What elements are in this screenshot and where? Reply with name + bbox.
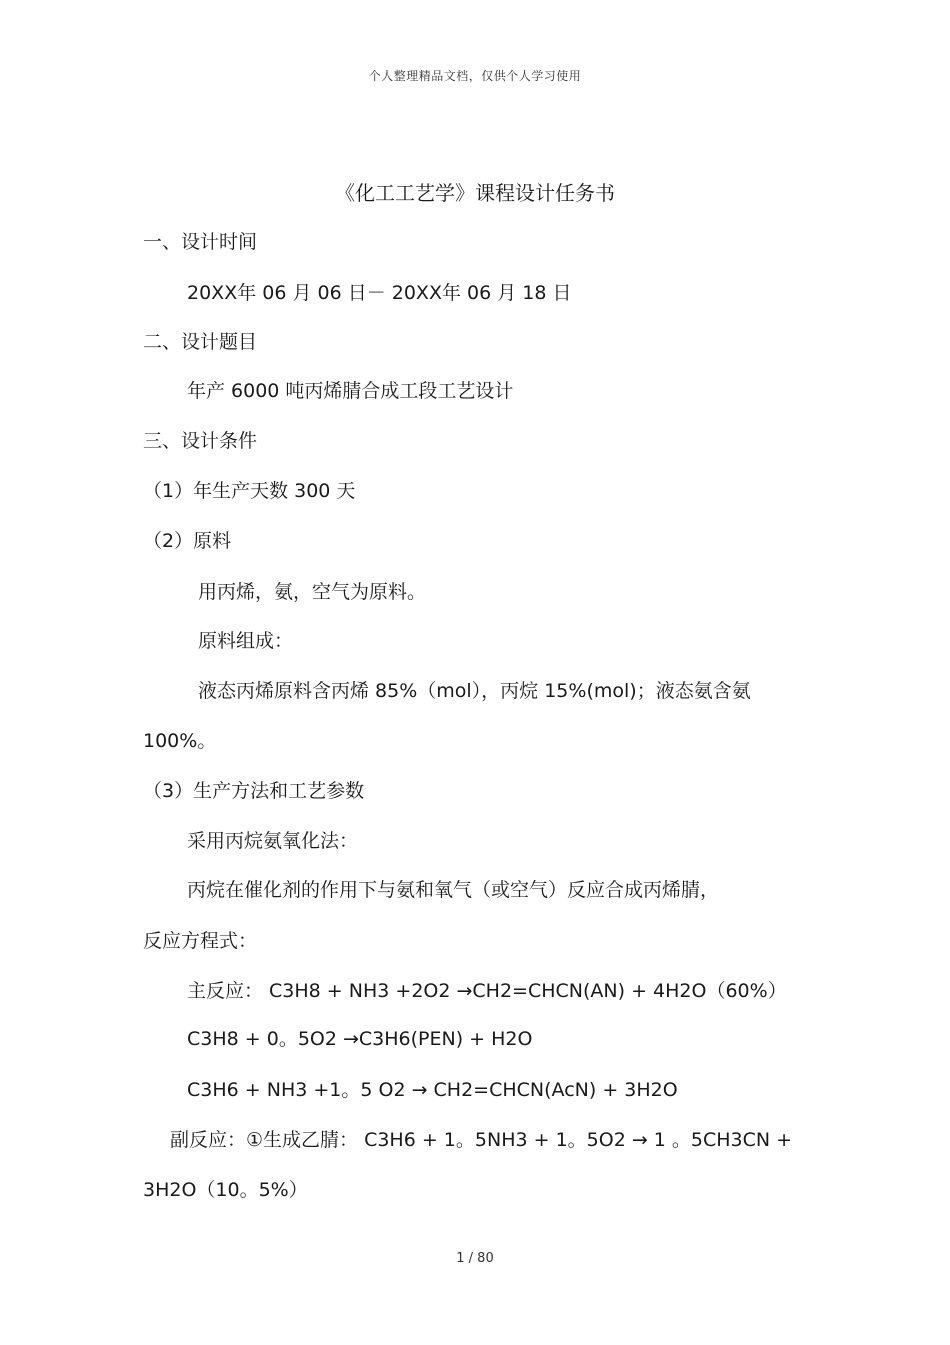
document-title: 《化工工艺学》课程设计任务书: [335, 181, 615, 205]
page-number: 1 / 80: [456, 1251, 494, 1266]
method-description: 丙烷在催化剂的作用下与氨和氧气（或空气）反应合成丙烯腈，: [187, 879, 720, 901]
side-reaction-equation: 副反应：①生成乙腈： C3H6 + 1。5NH3 + 1。5O2 → 1 。5CH3CN +: [170, 1129, 793, 1151]
page-header: 个人整理精品文档，仅供个人学习使用: [368, 69, 582, 83]
reaction-equation-2: C3H8 + 0。5O2 →C3H6(PEN) + H2O: [187, 1028, 533, 1050]
raw-composition-label: 原料组成：: [198, 630, 294, 652]
raw-composition-detail-cont: 100%。: [143, 730, 217, 752]
section-heading-topic: 二、设计题目: [143, 331, 258, 353]
main-reaction-equation: 主反应： C3H8 + NH3 +2O2 →CH2=CHCN(AN) + 4H2O（60%）: [187, 980, 787, 1002]
raw-composition-detail: 液态丙烯原料含丙烯 85%（mol），丙烷 15%(mol)；液态氨含氨: [198, 680, 751, 702]
reaction-equation-3: C3H6 + NH3 +1。5 O2 → CH2=CHCN(AcN) + 3H2O: [187, 1079, 678, 1101]
method-label: 采用丙烷氨氧化法：: [187, 830, 359, 852]
condition-item-2: （2）原料: [143, 530, 232, 552]
reaction-equation-label: 反应方程式：: [143, 930, 258, 952]
raw-material-line: 用丙烯，氨，空气为原料。: [198, 581, 427, 603]
condition-item-1: （1）年生产天数 300 天: [143, 480, 356, 502]
design-topic-value: 年产 6000 吨丙烯腈合成工段工艺设计: [187, 380, 514, 402]
condition-item-3: （3）生产方法和工艺参数: [143, 780, 365, 802]
section-heading-conditions: 三、设计条件: [143, 430, 258, 452]
side-reaction-equation-cont: 3H2O（10。5%）: [143, 1179, 308, 1201]
section-heading-time: 一、设计时间: [143, 231, 258, 253]
design-time-value: 20XX年 06 月 06 日－ 20XX年 06 月 18 日: [187, 282, 572, 304]
